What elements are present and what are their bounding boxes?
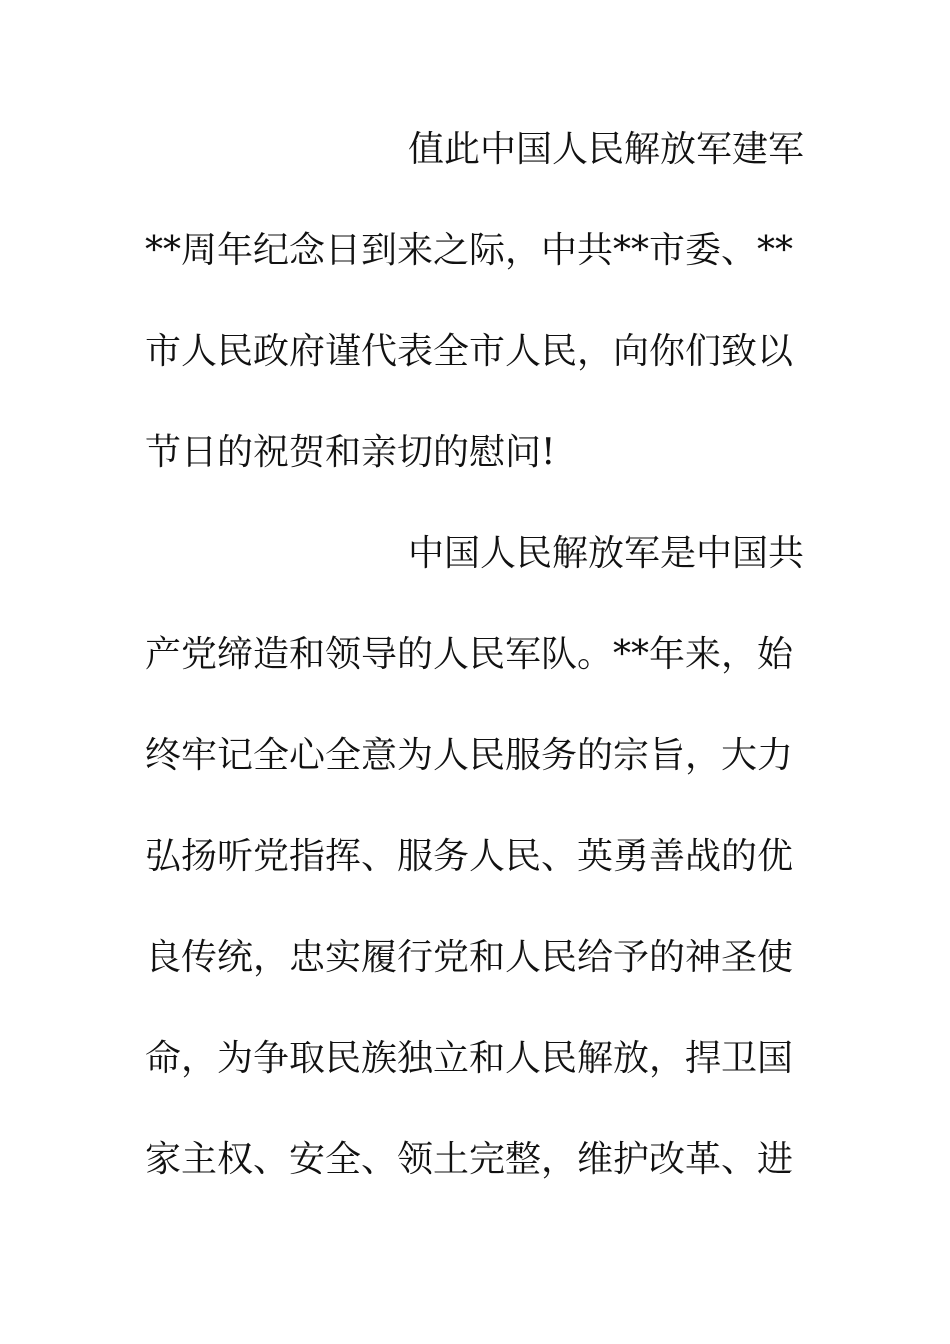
text-line: 良传统，忠实履行党和人民给予的神圣使 [145,937,794,978]
text-line: 市人民政府谨代表全市人民，向你们致以 [145,331,794,372]
document-body [145,125,805,1236]
text-line: 家主权、安全、领土完整，维护改革、进 [145,1139,794,1180]
paragraph-greeting [145,125,805,529]
text-line: 命，为争取民族独立和人民解放，捍卫国 [145,1038,794,1079]
paragraph-army-history [145,529,805,1236]
text-line: 中国人民解放军是中国共 [408,533,805,574]
text-line: 产党缔造和领导的人民军队。**年来，始 [145,634,794,675]
text-line: 节日的祝贺和亲切的慰问! [145,432,556,473]
text-line: 弘扬听党指挥、服务人民、英勇善战的优 [145,836,794,877]
text-line: 值此中国人民解放军建军 [408,129,805,170]
text-line: **周年纪念日到来之际，中共**市委、** [145,230,794,271]
text-line: 终牢记全心全意为人民服务的宗旨，大力 [145,735,794,776]
